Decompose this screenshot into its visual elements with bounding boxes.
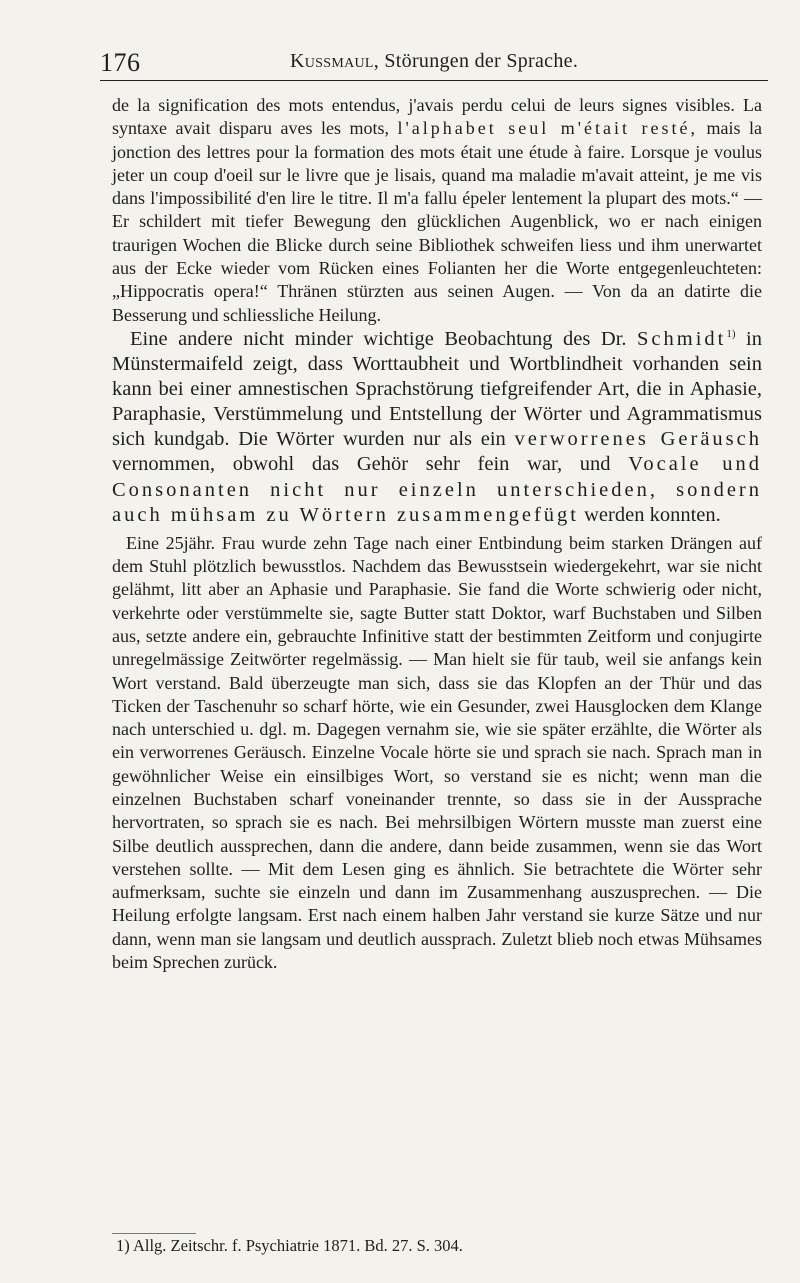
paragraph-text: mais la jonction des lettres pour la formation des mots était une étude à faire. Lorsque je voulus jeter un coup d'oeil sur le livre que je lisais, quand ma maladie m'avait atteint, je me vis dans l'impossibilité d'en lire le titre. Il m'a fallu épeler lentement la plupart des mots.“ — Er schildert mit tiefer Bewegung den glücklichen Augenblick, wo er nach einigen traurigen Wochen die Blicke durch seine Bibliothek schweifen liess und ihm unerwartet aus der Ecke wieder vom Rücken eines Folianten her die Worte entgegenleuchteten: „Hippocratis opera!“ Thränen stürzten aus seinen Augen. — Von da an datirte die Besserung und schliessliche Heilung. (112, 118, 762, 325)
paragraph-text: Eine andere nicht minder wichtige Beobachtung des Dr. (130, 327, 638, 350)
spaced-emphasis: l'alphabet seul m'était resté, (397, 118, 698, 139)
footnote-reference: 1) (726, 328, 736, 341)
page-number: 176 (100, 48, 141, 77)
paragraph-schmidt-observation (112, 327, 762, 528)
running-head (290, 50, 578, 73)
paragraph-text: in Münstermaifeld zeigt, dass Worttaubheit und Wortblindheit vorhanden sein kann bei einer amnestischen Sprachstörung tiefgreifender Art, die in Aphasie, Paraphasie, Verstümmelung und Entstellung der Wörter und Agrammatismus sich kundgab. Die Wörter wurden nur als ein (112, 327, 763, 451)
paragraph-text: de la signification des mots entendus, j'avais perdu celui de leurs signes visibles. La syntaxe avait disparu aves les mots, (112, 95, 762, 139)
running-head-title: Störungen der Sprache. (384, 50, 579, 72)
footnote-divider (112, 1233, 196, 1234)
paragraph-text: vernommen, obwohl das Gehör sehr fein war, und (112, 453, 629, 476)
running-head-author: Kussmaul, (290, 50, 380, 72)
page-body (112, 94, 762, 974)
page-header (100, 50, 768, 81)
paragraph-case-report: Eine 25jähr. Frau wurde zehn Tage nach einer Entbindung beim starken Drängen auf dem Stuhl plötzlich bewusstlos. Nachdem das Bewusstsein wiedergekehrt, war sie nicht gelähmt, litt aber an Aphasie und Paraphasie. Sie fand die Worte schwierig oder nicht, verkehrte oder verstümmelte sie, sagte Butter statt Doktor, warf Buchstaben und Silben aus, setzte andere ein, gebrauchte Infinitive statt der bestimmten Zeitform und conjugirte unregelmässige Zeitwörter regelmässig. — Man hielt sie für taub, weil sie anfangs kein Wort verstand. Bald überzeugte man sich, dass sie das Klopfen an der Thür und das Ticken der Taschenuhr so scharf hörte, wie ein Gesunder, zwei Hausglocken dem Klange nach unterschied u. dgl. m. Dagegen vernahm sie, wie sie später erzählte, die Wörter als ein verworrenes Geräusch. Einzelne Vocale hörte sie und sprach sie nach. Sprach man in gewöhnlicher Weise ein einsilbiges Wort, so verstand sie es nicht; wenn man die einzelnen Buchstaben scharf voneinander trennte, so dass sie in der Aussprache hervortraten, so sprach sie es nach. Bei mehrsilbigen Wörtern musste man zuerst eine Silbe deutlich aussprechen, dann die andere, dann beide zusammen, wenn sie das Wort verstehen sollte. — Mit dem Lesen ging es ähnlich. Sie betrachtete die Wörter sehr aufmerksam, suchte sie einzeln und dann im Zusammenhang auszusprechen. — Die Heilung erfolgte langsam. Erst nach einem halben Jahr verstand sie kurze Sätze und nur dann, wenn man sie langsam und deutlich aussprach. Zuletzt blieb noch etwas Mühsames beim Sprechen zurück. (112, 532, 762, 973)
paragraph-text: werden konnten. (578, 503, 721, 526)
spaced-emphasis: Vocale und Consonanten nicht nur einzeln unterschieden, sondern auch mühsam zu Wörtern zusammengefügt (112, 453, 763, 526)
footnote: 1) Allg. Zeitschr. f. Psychiatrie 1871. Bd. 27. S. 304. (116, 1236, 463, 1255)
author-name-spaced: Schmidt (637, 327, 727, 350)
paragraph-quote-continuation (112, 94, 762, 327)
spaced-emphasis: verworrenes Geräusch (514, 428, 762, 451)
